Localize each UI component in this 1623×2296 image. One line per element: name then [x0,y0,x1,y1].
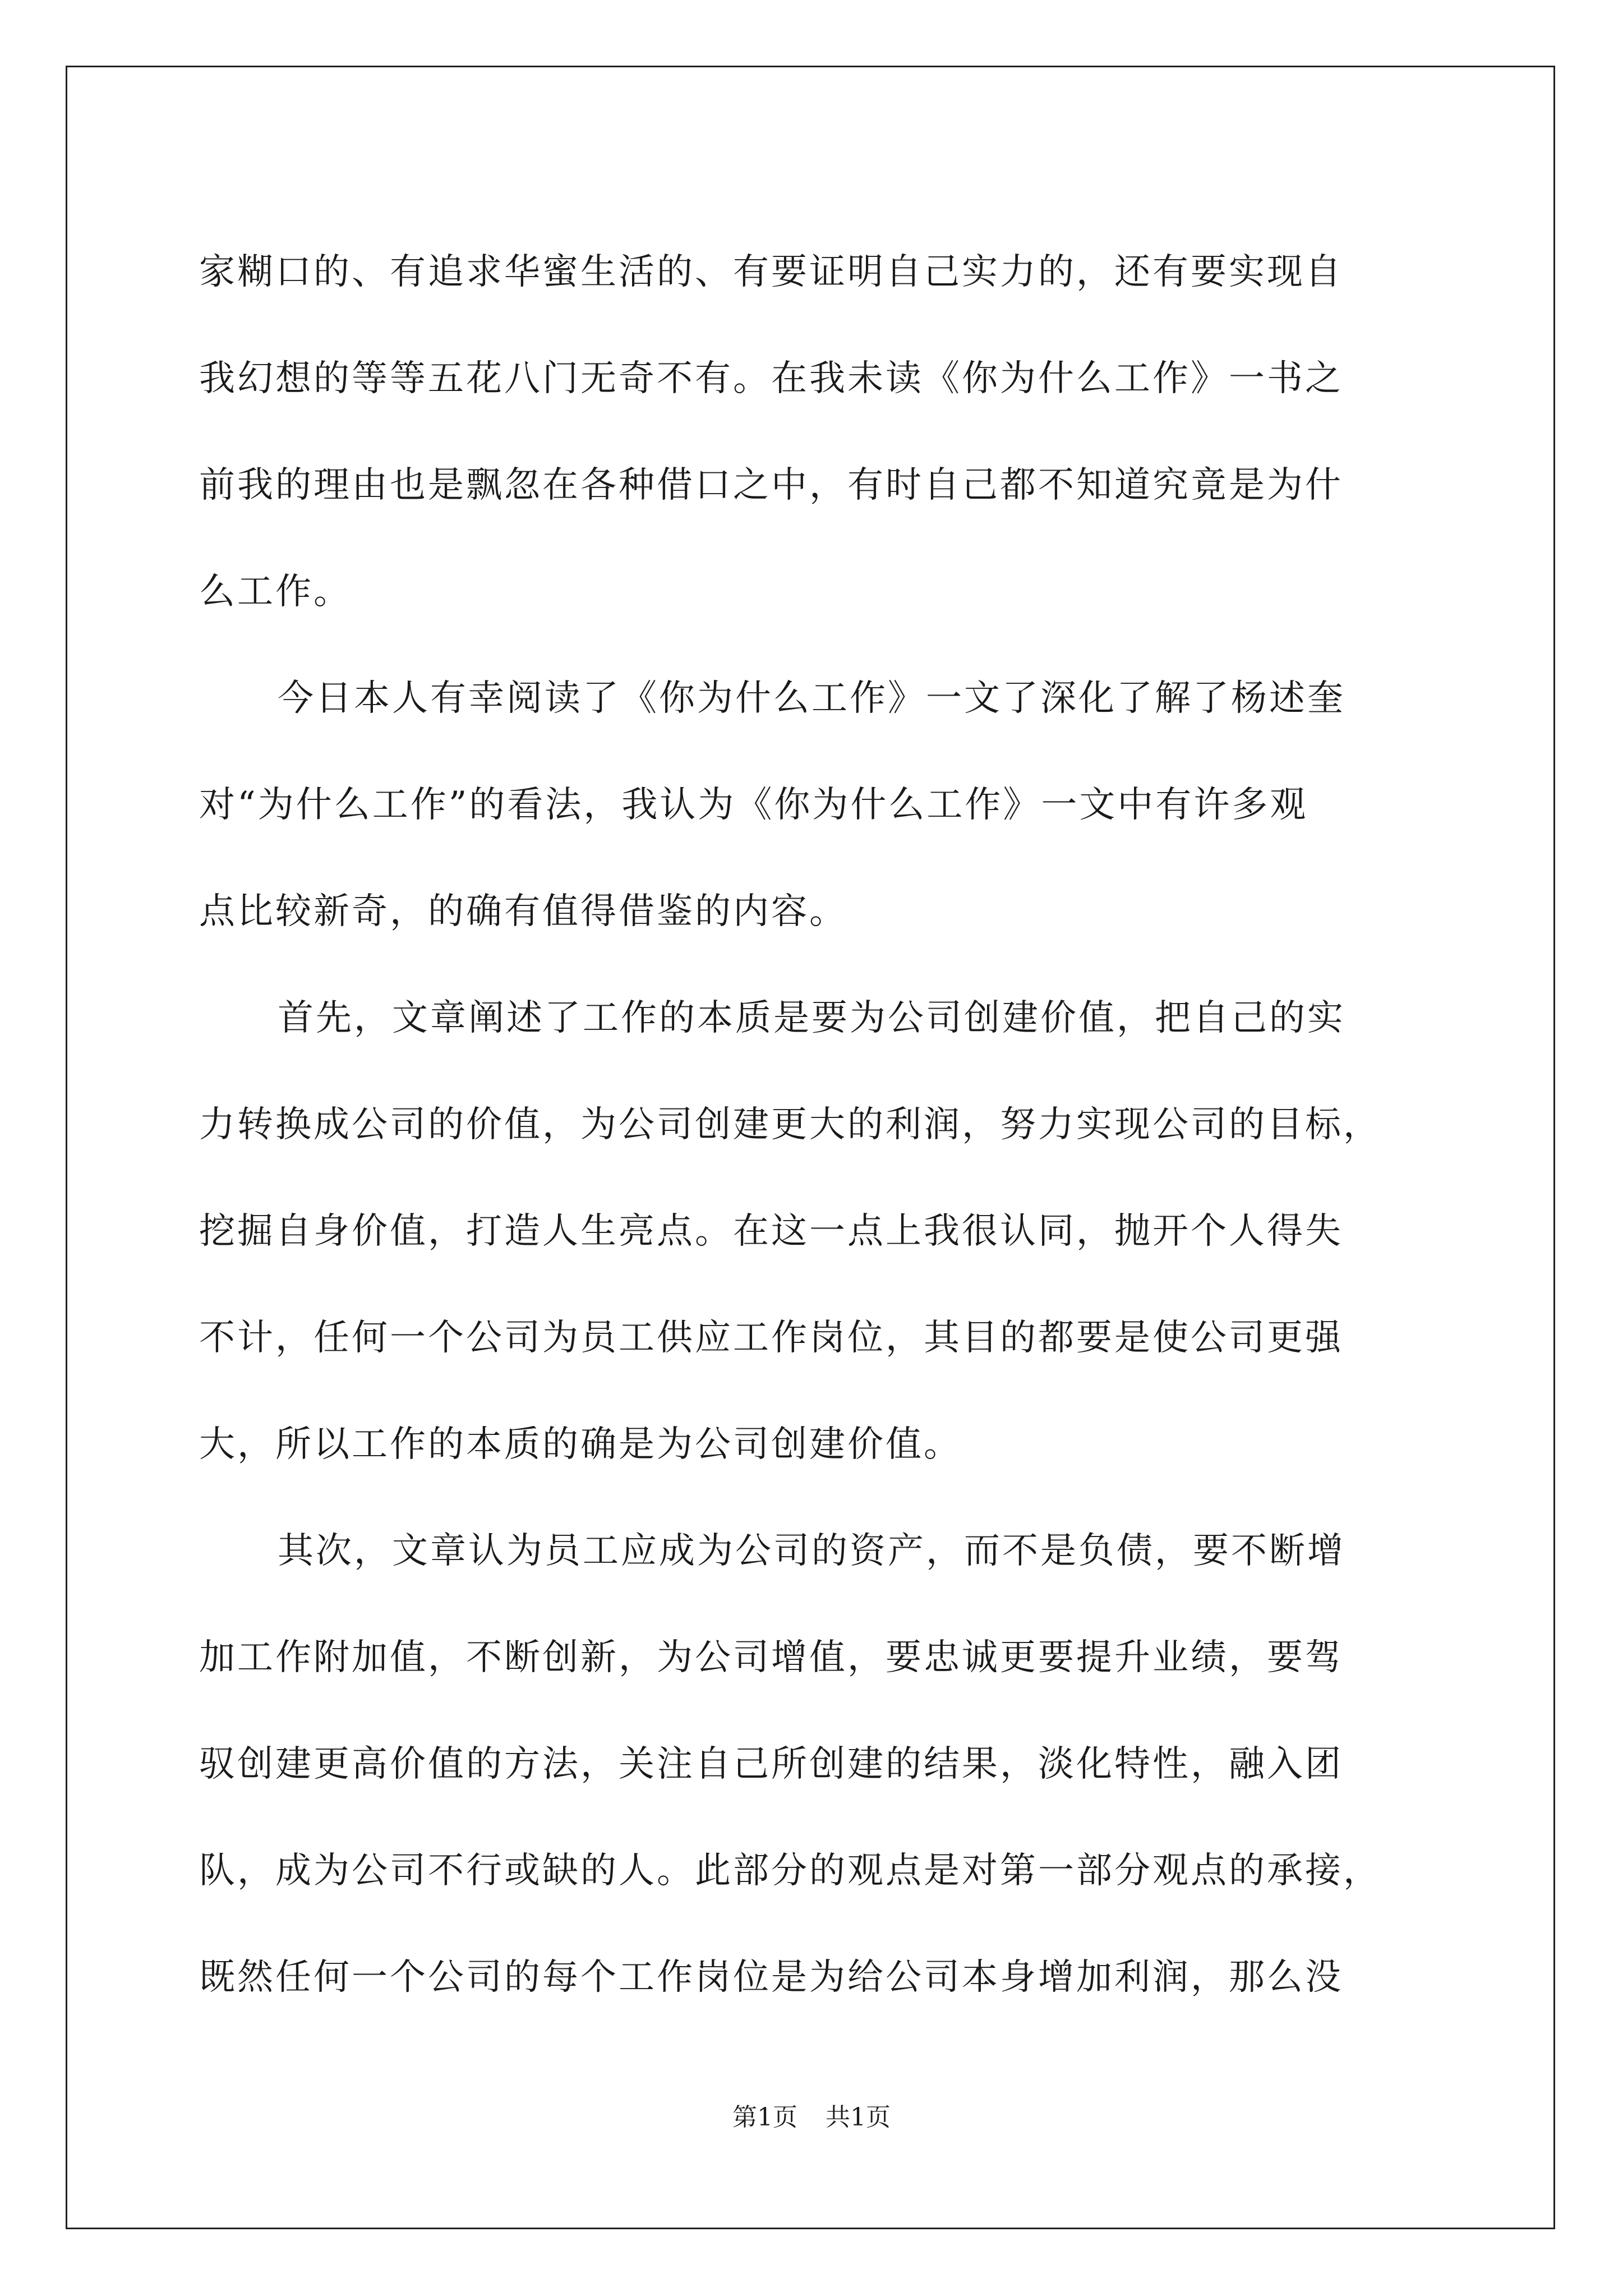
text-line: 其次，文章认为员工应成为公司的资产，而不是负债，要不断增 [278,1530,1345,1572]
text-line: 首先，文章阐述了工作的本质是要为公司创建价值，把自己的实 [278,997,1345,1039]
text-line: 今日本人有幸阅读了《你为什么工作》一文了深化了解了杨述奎 [278,678,1345,719]
document-body [199,219,1450,2031]
text-line: 挖掘自身价值，打造人生亮点。在这一点上我很认同，抛开个人得失 [199,1211,1343,1252]
text-line: 前我的理由也是飘忽在各种借口之中，有时自己都不知道究竟是为什 [199,464,1343,506]
text-line: 队，成为公司不行或缺的人。此部分的观点是对第一部分观点的承接， [199,1850,1381,1892]
text-line: 我幻想的等等五花八门无奇不有。在我未读《你为什么工作》一书之 [199,358,1343,399]
text-line: 驭创建更高价值的方法，关注自己所创建的结果，淡化特性，融入团 [199,1743,1343,1785]
text-line: 大，所以工作的本质的确是为公司创建价值。 [199,1424,962,1465]
page-number: 第1页 [732,2103,797,2132]
text-line: 对“为什么工作”的看法，我认为《你为什么工作》一文中有许多观 [199,784,1308,826]
page-footer [0,2101,1623,2134]
page-total: 共1页 [826,2103,891,2132]
text-line: 力转换成公司的价值，为公司创建更大的利润，努力实现公司的目标， [199,1104,1381,1145]
text-line: 不计，任何一个公司为员工供应工作岗位，其目的都要是使公司更强 [199,1317,1343,1359]
text-line: 么工作。 [199,571,352,613]
text-line: 点比较新奇，的确有值得借鉴的内容。 [199,891,847,932]
text-line: 加工作附加值，不断创新，为公司增值，要忠诚更要提升业绩，要驾 [199,1637,1343,1678]
text-line: 既然任何一个公司的每个工作岗位是为给公司本身增加利润，那么没 [199,1957,1343,1998]
text-line: 家糊口的、有追求华蜜生活的、有要证明自己实力的，还有要实现自 [199,251,1343,293]
